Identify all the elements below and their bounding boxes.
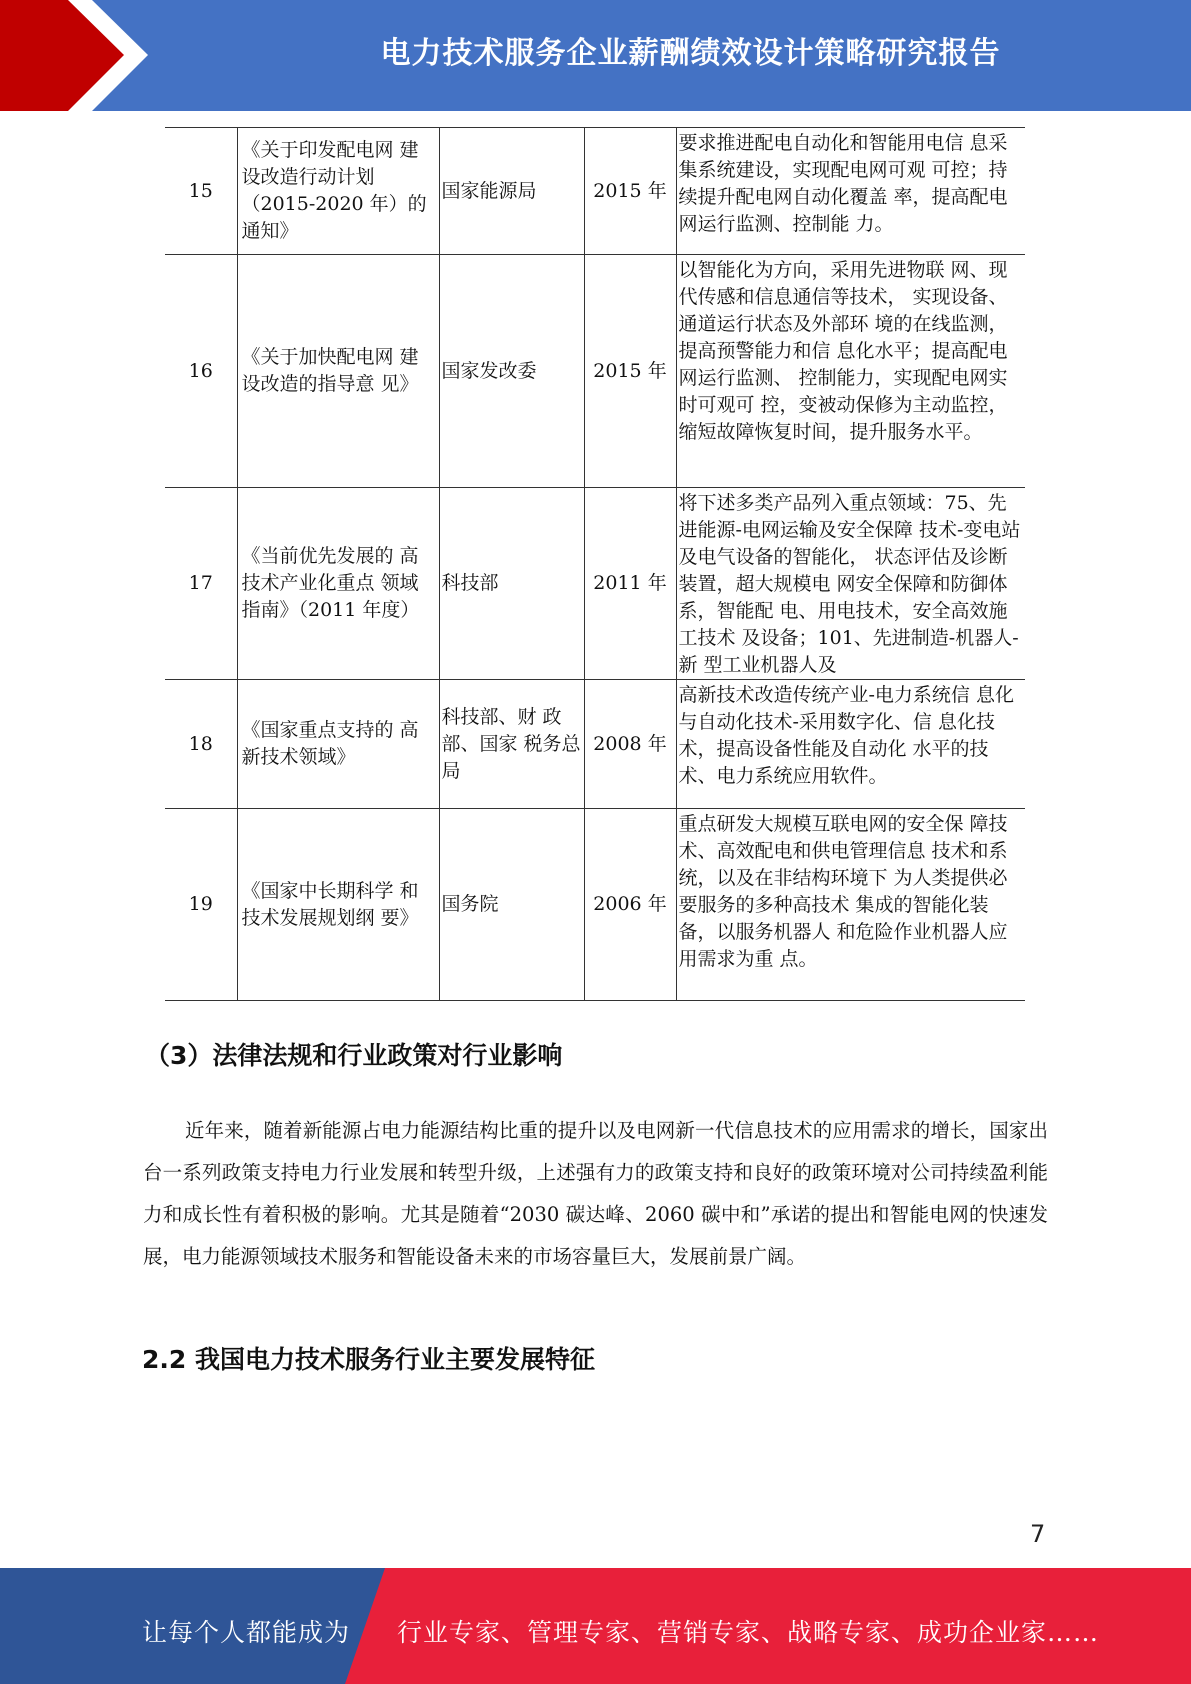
table-row [165,255,1025,488]
policy-table [165,127,1025,1001]
footer-banner [0,1568,1191,1684]
row-number: 15 [165,128,237,255]
issuing-department: 国务院 [439,809,584,1001]
header-bar [0,0,1191,111]
policy-name: 《关于加快配电网 建设改造的指导意 见》 [237,255,439,488]
policy-content-text: 将下述多类产品列入重点领域：75、先进能源-电网运输及安全保障 技术-变电站及电气设备的智能化， 状态评估及诊断装置，超大规模电 网安全保障和防御体系，智能配 电、用电技术，安全高效施工技术 及设备；101、先进制造-机器人-新 型工业机器人及 [678,492,1021,676]
body-paragraph: 近年来，随着新能源占电力能源结构比重的提升以及电网新一代信息技术的应用需求的增长，国家出台一系列政策支持电力行业发展和转型升级，上述强有力的政策支持和良好的政策环境对公司持续盈利能力和成长性有着积极的影响。尤其是随着“2030 碳达峰、2060 碳中和”承诺的提出和智能电网的快速发展，电力能源领域技术服务和智能设备未来的市场容量巨大，发展前景广阔。 [143,1119,1048,1268]
policy-content: 要求推进配电自动化和智能用电信 息采集系统建设，实现配电网可观 可控；持续提升配电网自动化覆盖 率，提高配电网运行监测、控制能 力。 [676,128,1025,255]
policy-content: 高新技术改造传统产业-电力系统信 息化与自动化技术-采用数字化、信 息化技术，提高设备性能及自动化 水平的技术、电力系统应用软件。 [676,680,1025,809]
row-number: 16 [165,255,237,488]
policy-content: 以智能化为方向，采用先进物联 网、现代传感和信息通信等技术， 实现设备、通道运行状态及外部环 境的在线监测，提高预警能力和信 息化水平；提高配电网运行监测、 控制能力，实现配电网实时可观可 控，变被动保修为主动监控，缩短故障恢复时间，提升服务水平。 [676,255,1025,488]
table-row [165,488,1025,680]
row-number: 19 [165,809,237,1001]
issue-year: 2011 年 [584,488,676,680]
policy-content: 重点研发大规模互联电网的安全保 障技术、高效配电和供电管理信息 技术和系统，以及在非结构环境下 为人类提供必要服务的多种高技术 集成的智能化装备，以服务机器人 和危险作业机器人应用需求为重 点。 [676,809,1025,1001]
issuing-department: 科技部、财 政部、国家 税务总局 [439,680,584,809]
issuing-department: 国家能源局 [439,128,584,255]
header-arrow-decoration [0,0,160,111]
policy-name: 《国家重点支持的 高新技术领域》 [237,680,439,809]
issue-year: 2015 年 [584,255,676,488]
policy-name: 《国家中长期科学 和技术发展规划纲 要》 [237,809,439,1001]
policy-name: 《当前优先发展的 高技术产业化重点 领域指南》（2011 年度） [237,488,439,680]
footer-slogan-left: 让每个人都能成为 [142,1618,351,1647]
section-heading: （3）法律法规和行业政策对行业影响 [145,1041,563,1070]
table-row [165,128,1025,255]
policy-name: 《关于印发配电网 建设改造行动计划 （2015-2020 年）的 通知》 [237,128,439,255]
subsection-heading: 2.2 我国电力技术服务行业主要发展特征 [142,1345,595,1374]
issuing-department: 科技部 [439,488,584,680]
issue-year: 2015 年 [584,128,676,255]
report-title: 电力技术服务企业薪酬绩效设计策略研究报告 [380,36,1001,71]
issuing-department: 国家发改委 [439,255,584,488]
page-number: 7 [1030,1520,1046,1548]
policy-content [676,488,1025,680]
table-row [165,680,1025,809]
issue-year: 2008 年 [584,680,676,809]
footer-slogan-right: 行业专家、管理专家、营销专家、战略专家、成功企业家…… [397,1618,1100,1647]
issue-year: 2006 年 [584,809,676,1001]
table-row [165,809,1025,1001]
row-number: 18 [165,680,237,809]
row-number: 17 [165,488,237,680]
